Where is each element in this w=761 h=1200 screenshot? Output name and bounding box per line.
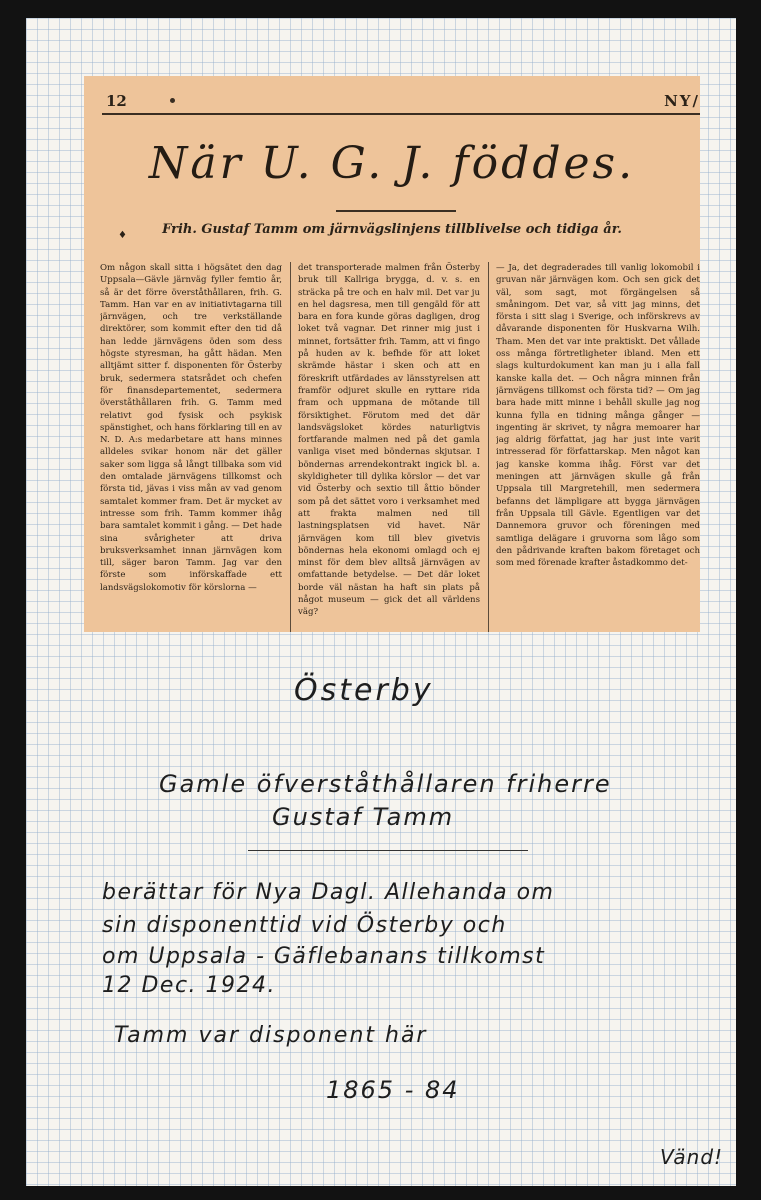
column-text: det transporterade malmen från Österby bruk till Kallriga brygga, d. v. s. en sträcka på tre och en halv mil. Det var ju en hel dagsresa, men till gengäld för att bara en fora kunde göras dagligen, drog loket två vagnar. Det rinner mig just i minnet, fortsätter frih. Tamm, att vi fingo på huden av k. befhde för att loket skrämde hästar i sken och att en föreskrift utfärdades av länsstyrelsen att framför odjuret skulle en ryttare rida fram och uppmana de mötande till försiktighet. Förutom med det där landsvägsloket kördes naturligtvis fortfarande malmen ned på det gamla vanliga viset med böndernas skjutsar. I böndernas arrendekontrakt ingick bl. a. skyldigheter till dylika körslor — det var vid Österby och sextio till åttio bönder som på det sättet voro i verksamhet med att frakta malmen ned till lastningsplatsen vid havet. När järnvägen kom till blev givetvis böndernas hela ekonomi omlagd och ej minst för dem blev alltså järnvägen av omfattande betydelse. — Det där loket borde väl nästan ha haft sin plats på något museum — gick det all världens väg?: [298, 263, 480, 618]
article-column-3: [496, 262, 700, 632]
header-dot: [170, 98, 175, 103]
handwritten-director-note: Tamm var disponent här: [114, 1023, 428, 1048]
handwritten-subject-line-2: Gustaf Tamm: [272, 803, 455, 831]
article-subheadline: Frih. Gustaf Tamm om järnvägslinjens tillblivelse och tidiga år.: [162, 222, 622, 237]
article-headline: När U. G. J. föddes.: [148, 138, 636, 189]
newspaper-name: NY/: [664, 92, 700, 110]
newspaper-page-number: 12: [106, 92, 127, 110]
handwritten-title: Österby: [294, 673, 434, 708]
handwritten-subject-line-1: Gamle öfverståthållaren friherre: [159, 770, 612, 798]
article-columns: [100, 262, 700, 632]
header-rule: [102, 113, 700, 115]
column-text: Om någon skall sitta i högsätet den dag Uppsala—Gävle järnväg fyller femtio år, så är det förre överståthållaren, frih. G. Tamm. Han var en av initiativtagarna till järnvägen, och tre verkställande direktörer, som kommit efter den tid då han ledde järnvägens öden som dess högste styresman, ha gått hädan. Men alltjämt sitter f. disponenten för Österby bruk, sedermera statsrådet och chefen för finansdepartementet, sedermera överståthållaren frih. G. Tamm med relativt god fysisk och psykisk spänstighet, och hans förklaring till en av N. D. A:s medarbetare att hans minnes alldeles svikar honom när det gäller saker som ligga så långt tillbaka som vid den omtalade järnvägens tillkomst och första tid, jävas i viss mån av vad genom samtalet kommer fram. Det är mycket av intresse som frih. Tamm kommer ihåg bara samtalet kommit i gång. — Det hade sina svårigheter att driva bruksverksamhet innan järnvägen kom till, säger baron Tamm. Jag var den förste som införskaffade ett landsvägslokomotiv för körslorna —: [100, 263, 282, 593]
notebook-page: [26, 18, 736, 1186]
handwritten-note-line: berättar för Nya Dagl. Allehanda om: [102, 880, 555, 905]
handwritten-note-date: 12 Dec. 1924.: [102, 973, 277, 998]
ornament-mark: ♦: [118, 230, 127, 241]
handwritten-years: 1865 - 84: [326, 1076, 460, 1104]
article-column-1: [100, 262, 282, 632]
newspaper-clipping: [84, 76, 700, 632]
handwritten-note-line: om Uppsala - Gäflebanans tillkomst: [102, 944, 546, 969]
handwritten-rule: [248, 850, 528, 851]
column-divider: [488, 262, 489, 632]
column-divider: [290, 262, 291, 632]
column-text: — Ja, det degraderades till vanlig lokomobil i gruvan när järnvägen kom. Och sen gick det väl, som sagt, mot förgängelsen så småningom. Det var, så vitt jag minns, det första i sitt slag i Sverige, och införskrevs av dåvarande disponenten för Huskvarna Wilh. Tham. Men det var inte praktiskt. Det vållade oss många förtretligheter ibland. Men ett slags kulturdokument kan man ju i alla fall kanske kalla det. — Och några minnen från järnvägens tillkomst och första tid? — Om jag bara hade mitt minne i behåll skulle jag nog kunna fylla en tidning många gånger — ingenting är skrivet, ty några memoarer har jag aldrig författat, jag har just inte varit intresserad för författarskap. Men något kan jag kanske komma ihåg. Först var det meningen att järnvägen skulle gå från Uppsala till Margretehill, men sedermera befanns det lämpligare att bygga järnvägen från Uppsala till Gävle. Egentligen var det Dannemora gruvor och föreningen med samtliga delägare i gruvorna som lågo som den pådrivande kraften bakom företaget och som med förenade krafter åstadkommo det-: [496, 263, 700, 569]
article-column-2: [298, 262, 480, 632]
handwritten-note-line: sin disponenttid vid Österby och: [102, 913, 507, 938]
handwritten-turn-note: Vänd!: [660, 1145, 724, 1169]
headline-rule: [336, 210, 456, 212]
